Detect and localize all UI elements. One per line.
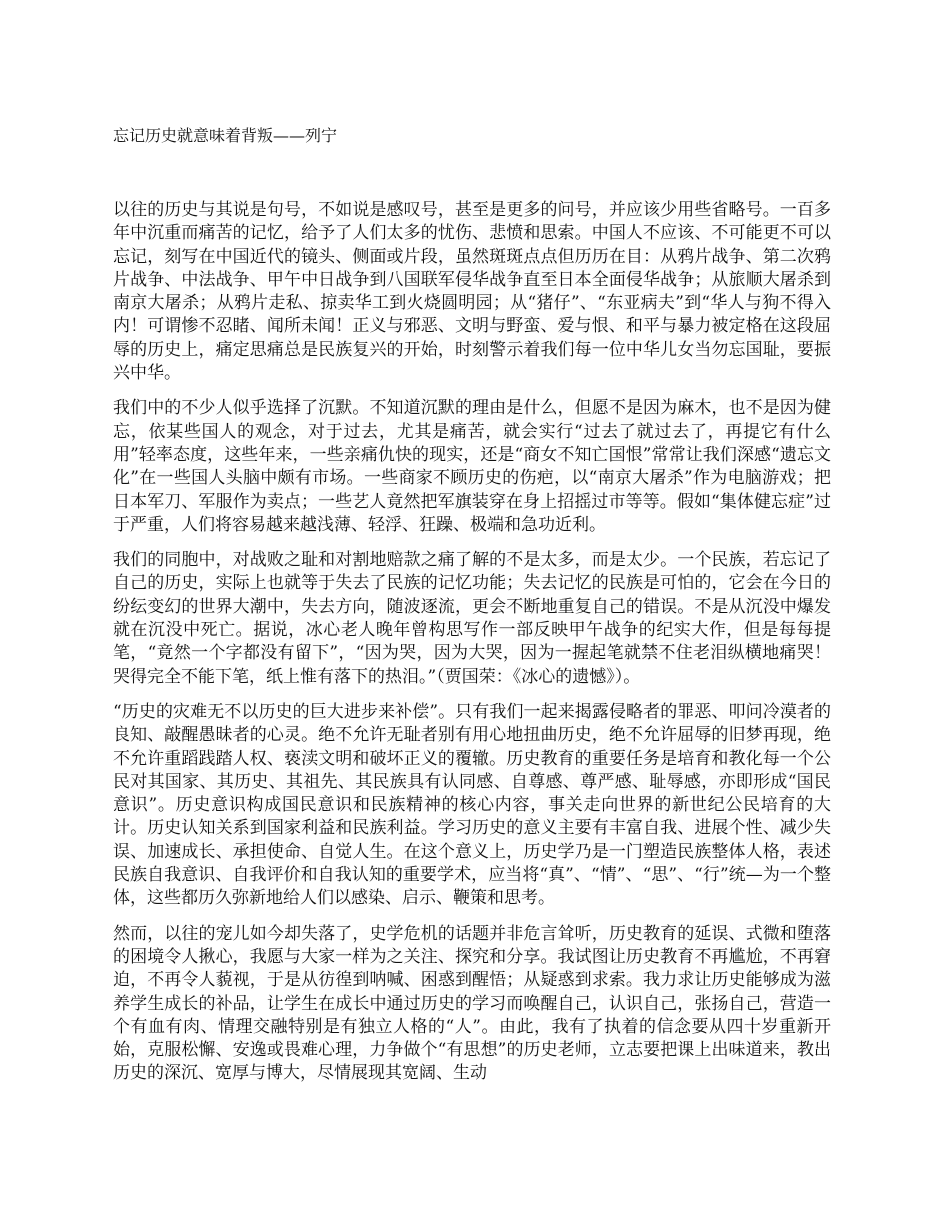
document-title: 忘记历史就意味着背叛——列宁 — [113, 126, 338, 145]
paragraph-2: 我们中的不少人似乎选择了沉默。不知道沉默的理由是什么，但愿不是因为麻木，也不是因为健忘，依某些国人的观念，对于过去，尤其是痛苦，就会实行“过去了就过去了，再提它有什么用”轻率态度，这些年来，一些亲痛仇快的现实，还是“商女不知亡国恨”常常让我们深感“遗忘文化”在一些国人头脑中颇有市场。一些商家不顾历史的伤疤，以“南京大屠杀”作为电脑游戏；把日本军刀、军服作为卖点；一些艺人竟然把军旗装穿在身上招摇过市等等。假如“集体健忘症”过于严重，人们将容易越来越浅薄、轻浮、狂躁、极端和急功近利。 — [113, 398, 831, 535]
document-body — [113, 199, 831, 1098]
paragraph-4: “历史的灾难无不以历史的巨大进步来补偿”。只有我们一起来揭露侵略者的罪恶、叩问冷漠者的良知、敲醒愚昧者的心灵。绝不允许无耻者别有用心地扭曲历史，绝不允许屈辱的旧梦再现，绝不允许重蹈践踏人权、亵渎文明和破坏正义的覆辙。历史教育的重要任务是培育和教化每一个公民对其国家、其历史、其祖先、其民族具有认同感、自尊感、尊严感、耻辱感，亦即形成“国民意识”。历史意识构成国民意识和民族精神的核心内容，事关走向世界的新世纪公民培育的大计。历史认知关系到国家利益和民族利益。学习历史的意义主要有丰富自我、进展个性、减少失误、加速成长、承担使命、自觉人生。在这个意义上，历史学乃是一门塑造民族整体人格，表述民族自我意识、自我评价和自我认知的重要学术，应当将“真”、“情”、“思”、“行”统—为一个整体，这些都历久弥新地给人们以感染、启示、鞭策和思考。 — [113, 701, 831, 909]
paragraph-3: 我们的同胞中，对战败之耻和对割地赔款之痛了解的不是太多，而是太少。一个民族，若忘记了自己的历史，实际上也就等于失去了民族的记忆功能；失去记忆的民族是可怕的，它会在今日的纷纭变幻的世界大潮中，失去方向，随波逐流，更会不断地重复自己的错误。不是从沉没中爆发就在沉没中死亡。据说，冰心老人晚年曾构思写作一部反映甲午战争的纪实大作，但是每每提笔，“竟然一个字都没有留下”，“因为哭，因为大哭，因为一握起笔就禁不住老泪纵横地痛哭！哭得完全不能下笔，纸上惟有落下的热泪。”（贾国荣：《冰心的遗憾》）。 — [113, 550, 831, 687]
paragraph-1: 以往的历史与其说是句号，不如说是感叹号，甚至是更多的问号，并应该少用些省略号。一百多年中沉重而痛苦的记忆，给予了人们太多的忧伤、悲愤和思索。中国人不应该、不可能更不可以忘记，刻写在中国近代的镜头、侧面或片段，虽然斑斑点点但历历在目：从鸦片战争、第二次鸦片战争、中法战争、甲午中日战争到八国联军侵华战争直至日本全面侵华战争；从旅顺大屠杀到南京大屠杀；从鸦片走私、掠卖华工到火烧圆明园；从“猪仔”、“东亚病夫”到“华人与狗不得入内！可谓惨不忍睹、闻所未闻！正义与邪恶、文明与野蛮、爱与恨、和平与暴力被定格在这段屈辱的历史上，痛定思痛总是民族复兴的开始，时刻警示着我们每一位中华儿女当勿忘国耻，要振兴中华。 — [113, 200, 831, 384]
paragraph-5: 然而，以往的宠儿如今却失落了，史学危机的话题并非危言耸听，历史教育的延误、式微和堕落的困境令人揪心，我愿与大家一样为之关注、探究和分享。我试图让历史教育不再尴尬，不再窘迫，不再令人藐视，于是从彷徨到呐喊、困惑到醒悟；从疑惑到求索。我力求让历史能够成为滋养学生成长的补品，让学生在成长中通过历史的学习而唤醒自己，认识自己，张扬自己，营造一个有血有肉、情理交融特别是有独立人格的“人”。由此，我有了执着的信念要从四十岁重新开始，克服松懈、安逸或畏难心理，力争做个“有思想”的历史老师，立志要把课上出味道来，教出历史的深沉、宽厚与博大，尽情展现其宽阔、生动 — [113, 923, 831, 1084]
